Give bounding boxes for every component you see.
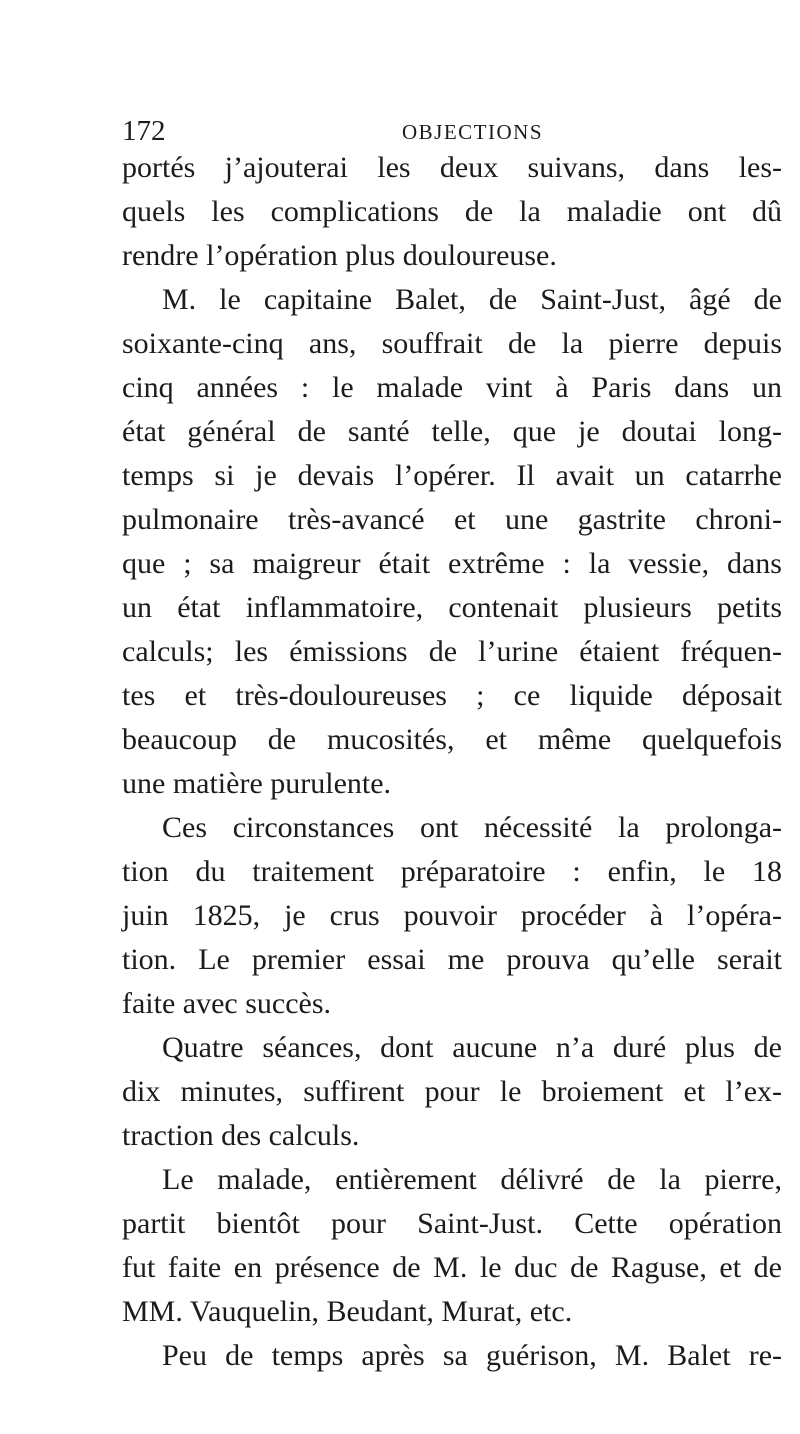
- text-line: soixante-cinq ans, souffrait de la pierre depuis: [122, 327, 782, 360]
- text-line: cinq années : le malade vint à Paris dans un: [122, 371, 782, 404]
- text-line: Quatre séances, dont aucune n’a duré plus de: [162, 1031, 782, 1064]
- text-line: calculs; les émissions de l’urine étaient fréquen-: [122, 635, 782, 668]
- text-line: MM. Vauquelin, Beudant, Murat, etc.: [122, 1295, 573, 1328]
- text-line: tes et très-douloureuses ; ce liquide déposait: [122, 679, 782, 712]
- text-line: pulmonaire très-avancé et une gastrite chroni-: [122, 503, 782, 536]
- text-line: fut faite en présence de M. le duc de Raguse, et de: [122, 1251, 782, 1284]
- page-number: 172: [122, 115, 166, 147]
- text-line: que ; sa maigreur était extrême : la vessie, dans: [122, 547, 782, 580]
- text-line: rendre l’opération plus douloureuse.: [122, 239, 557, 272]
- running-head: [122, 114, 782, 148]
- text-line: temps si je devais l’opérer. Il avait un catarrhe: [122, 459, 782, 492]
- text-line: état général de santé telle, que je doutai long-: [122, 415, 782, 448]
- text-line: partit bientôt pour Saint-Just. Cette opération: [122, 1207, 782, 1240]
- running-title: OBJECTIONS: [402, 120, 544, 144]
- text-line: tion du traitement préparatoire : enfin, le 18: [122, 855, 782, 888]
- text-line: juin 1825, je crus pouvoir procéder à l’opéra-: [122, 899, 782, 932]
- body-text: [122, 146, 782, 1378]
- text-line: une matière purulente.: [122, 767, 392, 800]
- text-line: traction des calculs.: [122, 1119, 360, 1152]
- text-line: Ces circonstances ont nécessité la prolonga-: [162, 811, 782, 844]
- text-line: dix minutes, suffirent pour le broiement et l’ex-: [122, 1075, 782, 1108]
- text-line: portés j’ajouterai les deux suivans, dans les-: [122, 151, 782, 184]
- text-line: quels les complications de la maladie ont dû: [122, 195, 782, 228]
- text-line: Le malade, entièrement délivré de la pierre,: [162, 1163, 782, 1196]
- text-line: un état inflammatoire, contenait plusieurs petits: [122, 591, 782, 624]
- text-line: M. le capitaine Balet, de Saint-Just, âgé de: [162, 283, 782, 316]
- text-line: faite avec succès.: [122, 987, 332, 1020]
- text-line: beaucoup de mucosités, et même quelquefois: [122, 723, 782, 756]
- text-line: tion. Le premier essai me prouva qu’elle serait: [122, 943, 782, 976]
- text-line: Peu de temps après sa guérison, M. Balet re-: [162, 1339, 782, 1372]
